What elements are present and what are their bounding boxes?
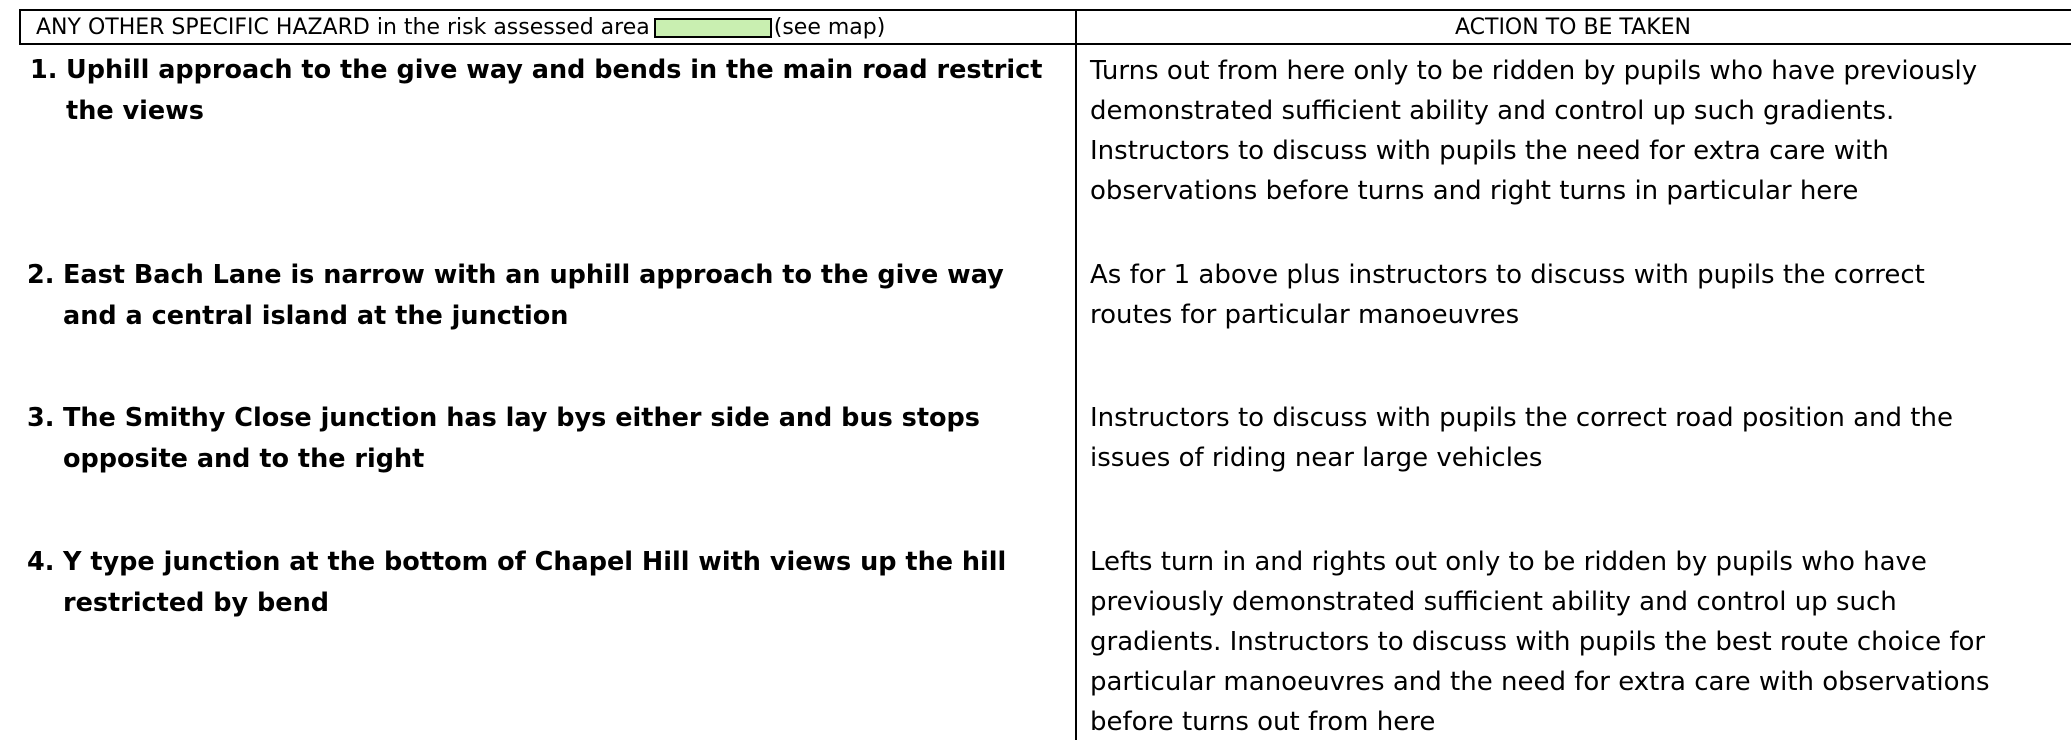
hazard-number: 2. bbox=[27, 260, 55, 290]
action-item-1 bbox=[1090, 51, 2050, 211]
hazard-number: 1. bbox=[30, 55, 58, 85]
action-line: before turns out from here bbox=[1090, 707, 1436, 737]
hazard-number: 3. bbox=[27, 403, 55, 433]
action-column-header: ACTION TO BE TAKEN bbox=[1454, 15, 1692, 40]
hazard-header-label: ANY OTHER SPECIFIC HAZARD in the risk assessed area bbox=[36, 15, 650, 40]
action-line: Lefts turn in and rights out only to be ridden by pupils who have bbox=[1090, 547, 1927, 577]
hazard-text: The Smithy Close junction has lay bys either side and bus stops opposite and to the right bbox=[63, 403, 980, 474]
see-map-label: (see map) bbox=[773, 15, 886, 40]
action-line: Turns out from here only to be ridden by pupils who have previously bbox=[1090, 56, 1978, 86]
hazard-item-4 bbox=[27, 542, 1057, 624]
action-item-2 bbox=[1090, 255, 2050, 335]
hazard-text: East Bach Lane is narrow with an uphill approach to the give way and a central island at the junction bbox=[63, 260, 1004, 331]
left-border bbox=[19, 9, 21, 45]
action-line: previously demonstrated sufficient ability and control up such bbox=[1090, 587, 1897, 617]
hazard-text: Y type junction at the bottom of Chapel Hill with views up the hill restricted by bend bbox=[63, 547, 1007, 618]
action-line: gradients. Instructors to discuss with pupils the best route choice for bbox=[1090, 627, 1986, 657]
action-line: observations before turns and right turns in particular here bbox=[1090, 176, 1859, 206]
action-item-4 bbox=[1090, 542, 2050, 742]
hazard-item-1 bbox=[30, 50, 1060, 132]
action-line: particular manoeuvres and the need for extra care with observations bbox=[1090, 667, 1990, 697]
column-divider bbox=[1075, 9, 1077, 740]
top-border bbox=[19, 9, 2071, 11]
action-line: issues of riding near large vehicles bbox=[1090, 443, 1543, 473]
hazard-item-2 bbox=[27, 255, 1057, 337]
hazard-text: Uphill approach to the give way and bends in the main road restrict the views bbox=[66, 55, 1043, 126]
action-line: Instructors to discuss with pupils the need for extra care with bbox=[1090, 136, 1889, 166]
action-line: Instructors to discuss with pupils the correct road position and the bbox=[1090, 403, 1953, 433]
map-area-color-swatch bbox=[654, 18, 772, 38]
hazard-item-3 bbox=[27, 398, 1057, 480]
action-line: demonstrated sufficient ability and control up such gradients. bbox=[1090, 96, 1895, 126]
header-divider bbox=[19, 43, 2071, 45]
action-line: As for 1 above plus instructors to discuss with pupils the correct bbox=[1090, 260, 1925, 290]
action-line: routes for particular manoeuvres bbox=[1090, 300, 1520, 330]
action-item-3 bbox=[1090, 398, 2050, 478]
hazard-number: 4. bbox=[27, 547, 55, 577]
hazard-column-header bbox=[36, 13, 885, 43]
